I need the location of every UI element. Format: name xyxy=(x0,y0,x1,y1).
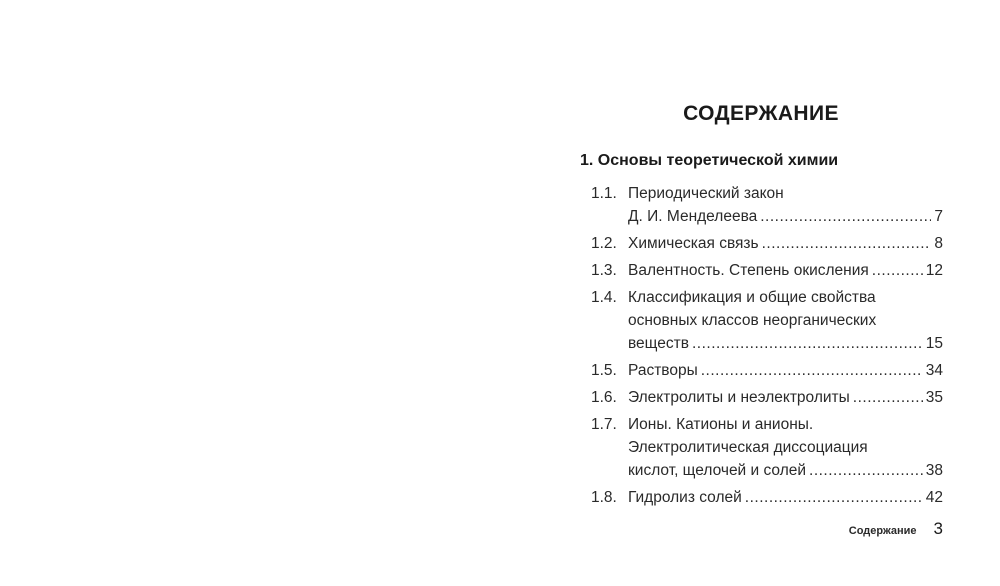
entry-text: веществ xyxy=(628,335,689,352)
footer-page-number: 3 xyxy=(933,519,943,538)
entry-body xyxy=(628,359,943,382)
dot-leader xyxy=(701,359,923,382)
entry-number: 1.6. xyxy=(591,389,617,406)
entry-text: Химическая связь xyxy=(628,235,759,252)
entry-page-number: 35 xyxy=(925,389,943,406)
entry-body xyxy=(628,232,943,255)
entry-line xyxy=(628,413,943,436)
entry-body xyxy=(628,486,943,509)
entry-text: Гидролиз солей xyxy=(628,489,742,506)
entry-number: 1.4. xyxy=(591,289,617,306)
entry-page-number: 8 xyxy=(934,235,943,252)
entry-text: Ионы. Катионы и анионы. xyxy=(628,416,814,433)
entry-text: Д. И. Менделеева xyxy=(628,208,758,225)
entry-page-number: 42 xyxy=(925,489,943,506)
entry-text: кислот, щелочей и солей xyxy=(628,462,807,479)
entry-text: основных классов неорганических xyxy=(628,312,877,329)
entry-number: 1.2. xyxy=(591,235,617,252)
entry-number: 1.7. xyxy=(591,416,617,433)
entry-page-number: 34 xyxy=(925,362,943,379)
entry-number: 1.1. xyxy=(591,185,617,202)
dot-leader xyxy=(853,386,923,409)
entry-text: Валентность. Степень окисления xyxy=(628,262,869,279)
entry-text: Растворы xyxy=(628,362,698,379)
entry-line xyxy=(628,386,943,409)
dot-leader xyxy=(809,459,923,482)
toc-entry xyxy=(591,359,943,382)
entry-page-number: 7 xyxy=(934,208,943,225)
entry-line xyxy=(628,436,943,459)
entry-line xyxy=(628,182,943,205)
entry-body xyxy=(628,386,943,409)
entry-line xyxy=(628,205,943,228)
toc-entry xyxy=(591,413,943,482)
running-footer-label: Содержание xyxy=(848,525,917,537)
dot-leader xyxy=(745,486,923,509)
entry-text: Классификация и общие свойства xyxy=(628,289,876,306)
entry-body xyxy=(628,259,943,282)
entry-line xyxy=(628,232,943,255)
entry-page-number: 12 xyxy=(925,262,943,279)
entry-body xyxy=(628,413,943,482)
entry-text: Электролиты и неэлектролиты xyxy=(628,389,850,406)
toc-entry xyxy=(591,259,943,282)
page-footer xyxy=(780,519,943,539)
dot-leader xyxy=(762,232,932,255)
entry-number: 1.3. xyxy=(591,262,617,279)
entry-number: 1.8. xyxy=(591,489,617,506)
entry-line xyxy=(628,359,943,382)
toc-entries xyxy=(591,182,943,513)
section-title: 1. Основы теоретической химии xyxy=(580,152,839,169)
entry-page-number: 15 xyxy=(925,335,943,352)
entry-line xyxy=(628,486,943,509)
entry-text: Периодический закон xyxy=(628,185,784,202)
entry-line xyxy=(628,309,943,332)
entry-body xyxy=(628,182,943,228)
toc-entry xyxy=(591,182,943,228)
entry-line xyxy=(628,259,943,282)
entry-page-number: 38 xyxy=(925,462,943,479)
entry-number: 1.5. xyxy=(591,362,617,379)
toc-entry xyxy=(591,286,943,355)
entry-line xyxy=(628,459,943,482)
dot-leader xyxy=(760,205,931,228)
toc-title: СОДЕРЖАНИЕ xyxy=(683,102,839,125)
toc-entry xyxy=(591,232,943,255)
entry-text: Электролитическая диссоциация xyxy=(628,439,868,456)
entry-body xyxy=(628,286,943,355)
dot-leader xyxy=(692,332,923,355)
entry-line xyxy=(628,332,943,355)
toc-entry xyxy=(591,486,943,509)
toc-entry xyxy=(591,386,943,409)
entry-line xyxy=(628,286,943,309)
dot-leader xyxy=(872,259,923,282)
